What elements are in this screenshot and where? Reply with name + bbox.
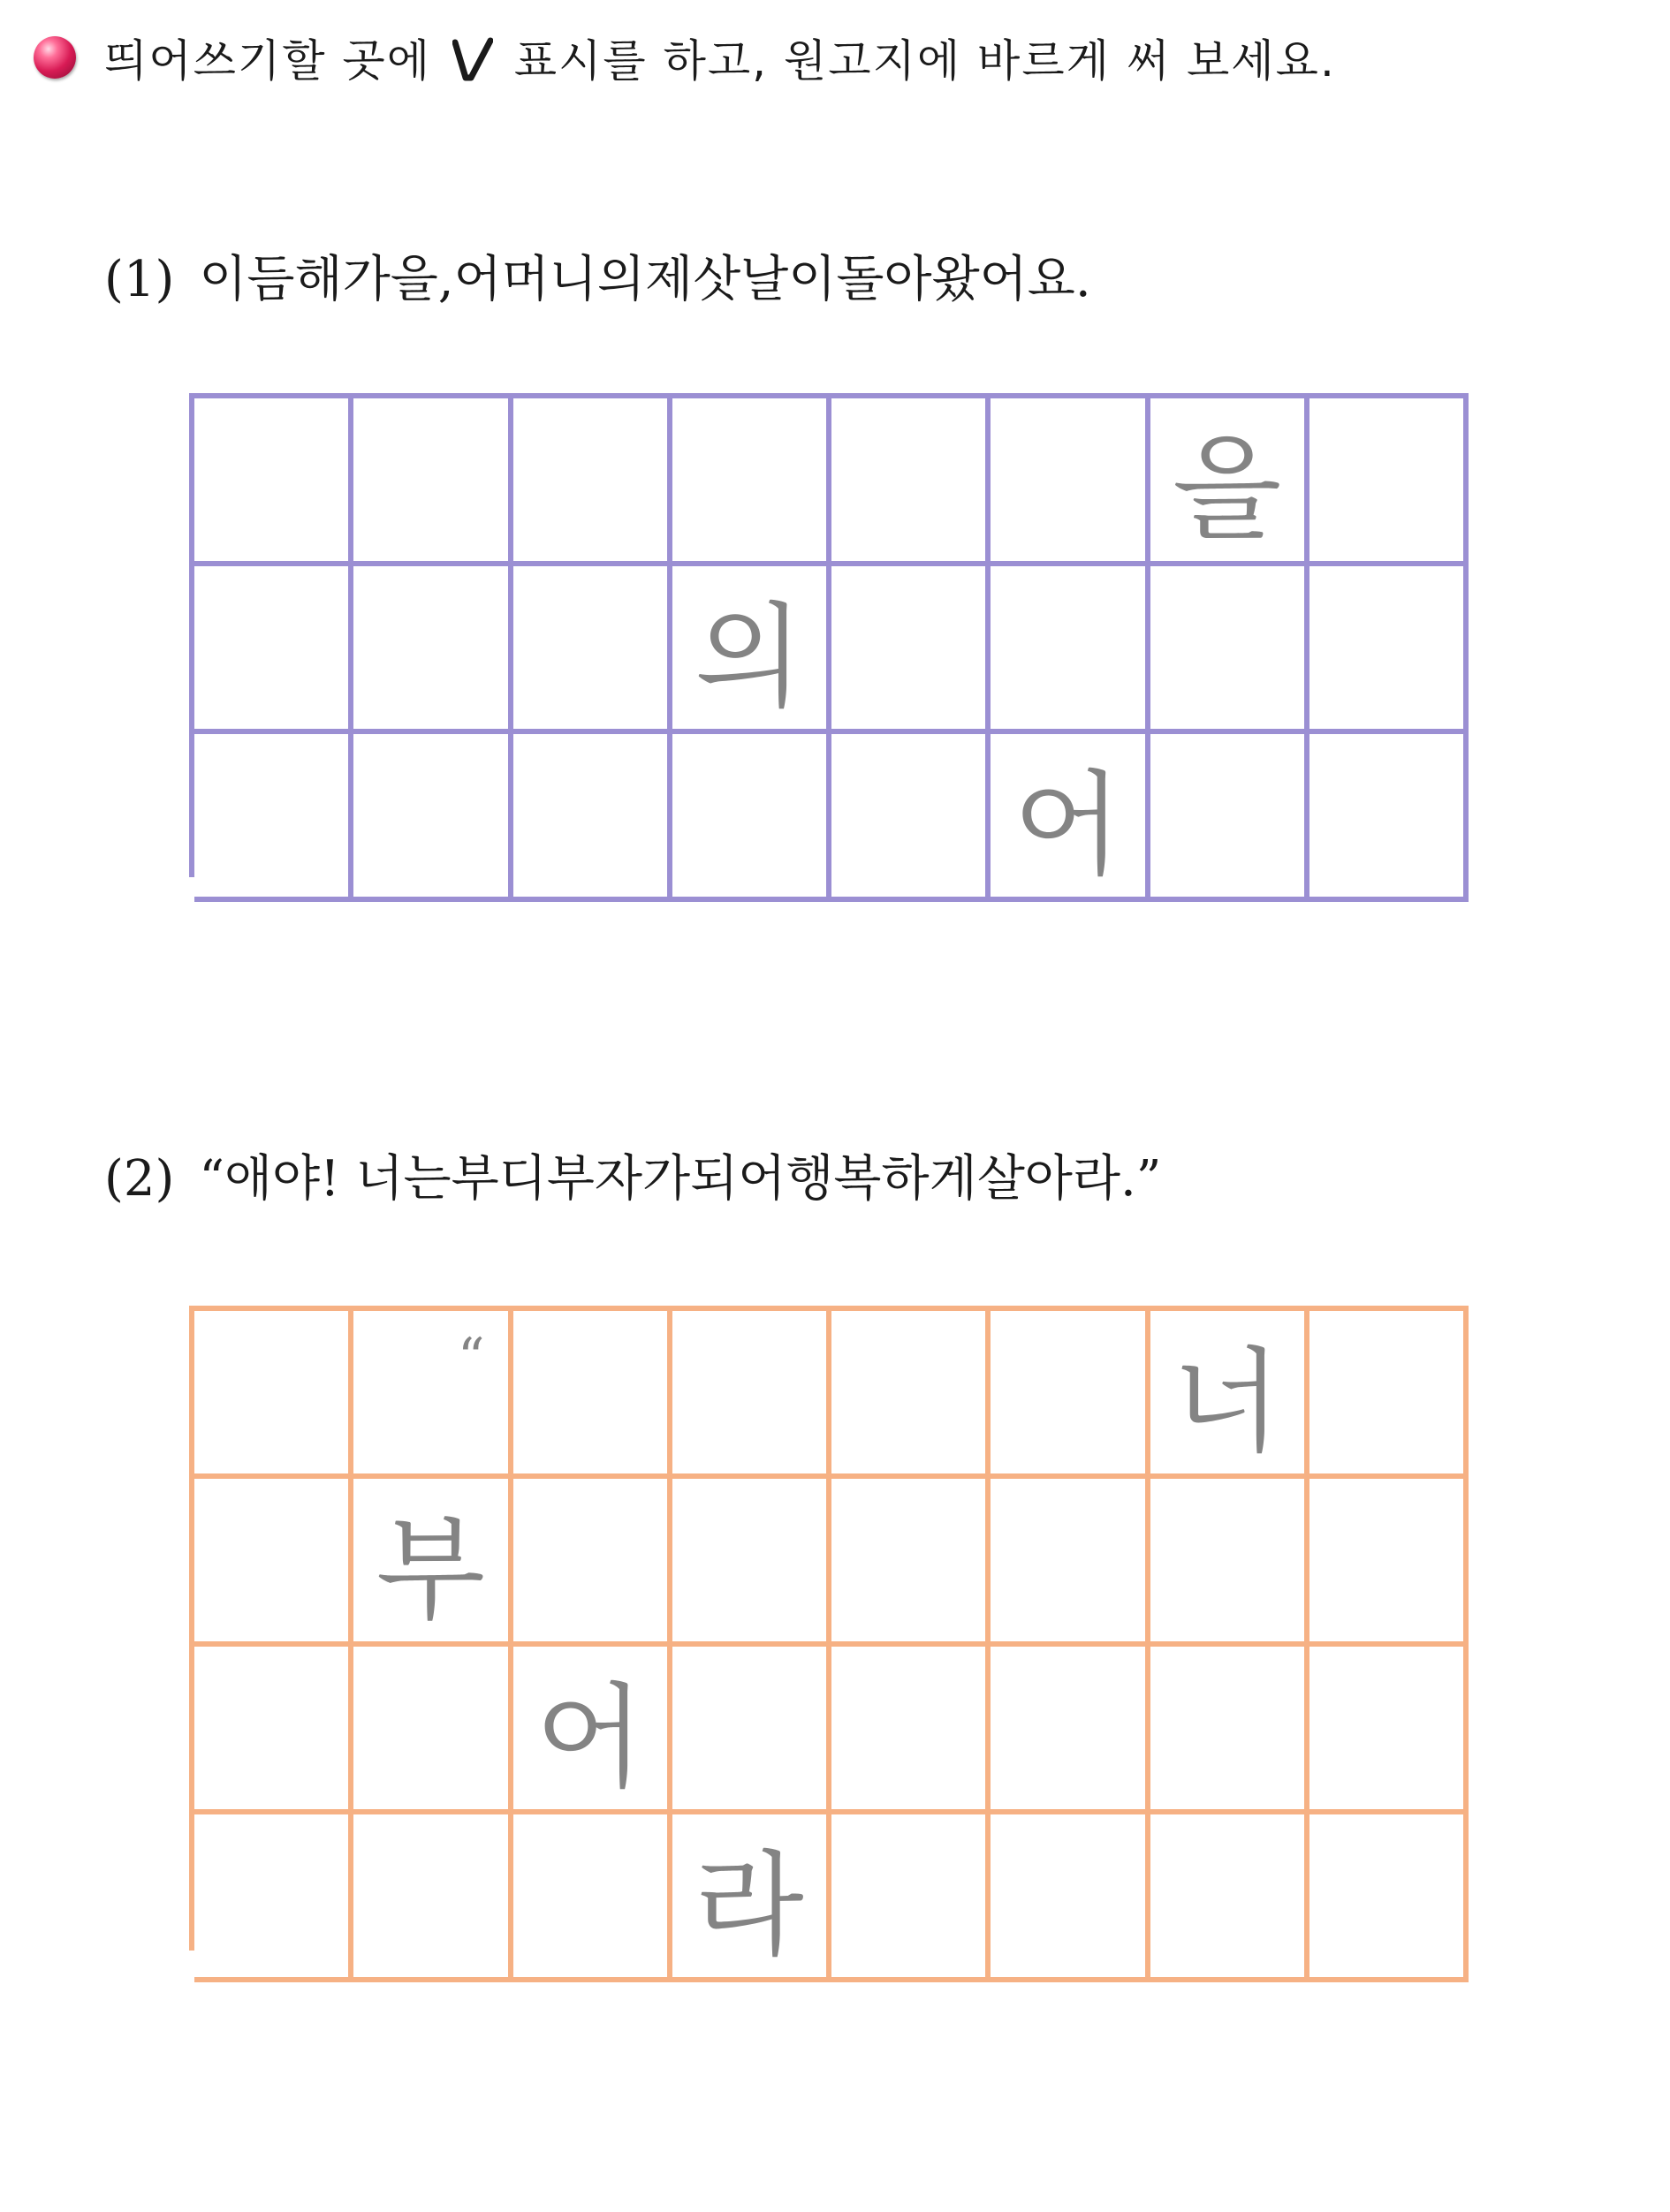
grid-cell[interactable]: [353, 566, 512, 734]
grid-cell[interactable]: “: [353, 1311, 512, 1479]
grid-cell[interactable]: [513, 566, 672, 734]
manuscript-grid-2: [189, 1306, 1469, 1972]
bullet-icon: [34, 36, 76, 79]
grid-cell[interactable]: [353, 1647, 512, 1814]
grid-cell[interactable]: [1150, 1647, 1309, 1814]
grid-cell[interactable]: [1150, 566, 1309, 734]
question-1-number: (1): [104, 251, 175, 308]
grid-cell[interactable]: [1309, 734, 1469, 902]
grid-cell[interactable]: [991, 1479, 1150, 1647]
grid-cell[interactable]: [831, 566, 991, 734]
manuscript-grid-1: [189, 393, 1469, 891]
grid-cell[interactable]: [831, 1814, 991, 1982]
grid-cell[interactable]: [1309, 1311, 1469, 1479]
instruction: [34, 27, 1336, 88]
grid-cell[interactable]: 라: [672, 1814, 831, 1982]
grid-cell[interactable]: [353, 734, 512, 902]
grid-cell[interactable]: [672, 734, 831, 902]
grid-cell[interactable]: [1309, 1814, 1469, 1982]
grid-cell[interactable]: [991, 398, 1150, 566]
grid-cell[interactable]: [1309, 1479, 1469, 1647]
grid-cell[interactable]: [831, 1479, 991, 1647]
grid-cell[interactable]: [513, 1479, 672, 1647]
grid-cell[interactable]: [672, 1647, 831, 1814]
question-2: [104, 1140, 1161, 1210]
instruction-text: [104, 26, 1336, 89]
grid-cell[interactable]: [991, 1647, 1150, 1814]
grid-cell[interactable]: [1150, 1814, 1309, 1982]
grid-cell[interactable]: [513, 1814, 672, 1982]
grid-cell[interactable]: [672, 398, 831, 566]
grid-cell[interactable]: [672, 1311, 831, 1479]
question-1: [104, 240, 1091, 311]
grid-cell[interactable]: [991, 1311, 1150, 1479]
instruction-text-after: 표시를 하고, 원고지에 바르게 써 보세요.: [497, 35, 1336, 87]
grid-cell[interactable]: 너: [1150, 1311, 1309, 1479]
grid-cell[interactable]: [194, 1479, 353, 1647]
grid-cell[interactable]: [353, 1814, 512, 1982]
grid-cell[interactable]: [831, 398, 991, 566]
grid-cell[interactable]: [194, 1814, 353, 1982]
grid-cell[interactable]: [513, 734, 672, 902]
grid-cell[interactable]: [1150, 1479, 1309, 1647]
question-2-sentence: “애야! 너는부디부자가되어행복하게살아라.”: [199, 1150, 1162, 1208]
grid-cell[interactable]: [353, 398, 512, 566]
grid-cell[interactable]: [1150, 734, 1309, 902]
grid-cell[interactable]: 어: [991, 734, 1150, 902]
grid-cell[interactable]: [513, 1311, 672, 1479]
grid-cell[interactable]: [991, 566, 1150, 734]
grid-cell[interactable]: [831, 734, 991, 902]
grid-cell[interactable]: [194, 1311, 353, 1479]
grid-cell[interactable]: [831, 1311, 991, 1479]
grid-cell[interactable]: 의: [672, 566, 831, 734]
grid-cell[interactable]: [513, 398, 672, 566]
grid-cell[interactable]: [194, 1647, 353, 1814]
grid-cell[interactable]: [194, 398, 353, 566]
question-1-sentence: 이듬해가을,어머니의제삿날이돌아왔어요.: [199, 251, 1091, 308]
grid-cell[interactable]: [672, 1479, 831, 1647]
check-mark-icon: [452, 35, 493, 87]
question-2-number: (2): [104, 1150, 175, 1208]
grid-cell[interactable]: [1309, 398, 1469, 566]
grid-cell[interactable]: [1309, 566, 1469, 734]
grid-cell[interactable]: 어: [513, 1647, 672, 1814]
instruction-text-before: 띄어쓰기할 곳에: [104, 35, 447, 87]
grid-cell[interactable]: [194, 734, 353, 902]
grid-cell[interactable]: 을: [1150, 398, 1309, 566]
grid-cell[interactable]: [991, 1814, 1150, 1982]
grid-cell[interactable]: 부: [353, 1479, 512, 1647]
grid-cell[interactable]: [831, 1647, 991, 1814]
grid-cell[interactable]: [1309, 1647, 1469, 1814]
grid-cell[interactable]: [194, 566, 353, 734]
